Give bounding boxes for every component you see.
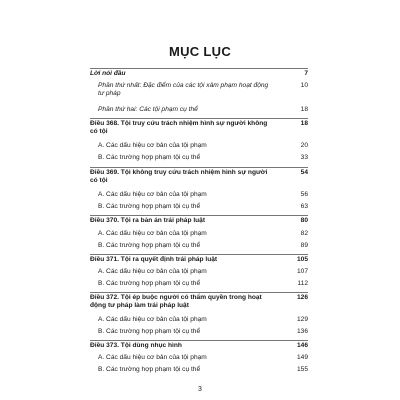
toc-entry-page: 56 [300,191,308,198]
toc-entry-page: 63 [300,203,308,210]
page-number: 3 [198,386,202,393]
toc-entry-page: 89 [300,242,308,249]
toc-entry [90,203,308,211]
toc-separator [90,340,308,341]
toc-entry [90,280,308,288]
toc-entry-page: 149 [296,354,308,361]
toc-entry [90,154,308,162]
toc-entry-page: 155 [296,366,308,373]
toc-entry [90,294,308,309]
toc-entry [90,169,308,184]
toc-entry-page: 82 [300,230,308,237]
toc-entry-label: B. Các trường hợp phạm tội cụ thể [98,328,201,335]
toc-entry-label: B. Các trường hợp phạm tội cụ thể [98,203,201,210]
toc-entry-label: Điều 373. Tội dùng nhục hình [90,342,182,349]
toc-entry-label: Điều 369. Tội không truy cứu trách nhiệm hình sự người có tội [90,169,268,184]
toc-entry-page: 18 [300,120,308,127]
toc-entry [90,366,308,374]
toc-separator [90,118,308,119]
toc-entry-page: 7 [304,70,308,77]
toc-entry-page: 136 [296,328,308,335]
toc-entry-label: Phần thứ nhất: Đặc điểm của các tội xâm phạm hoạt động tư pháp [98,82,269,97]
toc-entry-page: 33 [300,154,308,161]
toc-entry-label: Điều 371. Tội ra quyết định trái pháp luật [90,256,218,263]
toc-entry-page: 112 [297,280,308,287]
toc-entry-label: Điều 370. Tội ra bản án trái pháp luật [90,217,206,224]
toc-entry-label: B. Các trường hợp phạm tội cụ thể [98,154,201,161]
toc-entry [90,142,308,150]
toc-entry-label: A. Các dấu hiệu cơ bản của tội phạm [98,316,207,323]
toc-entry-label: A. Các dấu hiệu cơ bản của tội phạm [98,354,207,361]
toc-entry-label: A. Các dấu hiệu cơ bản của tội phạm [98,230,207,237]
toc-entry-label: B. Các trường hợp phạm tội cụ thể [98,242,201,249]
toc-entry-page: 10 [300,82,308,89]
toc-entry-page: 20 [300,142,308,149]
toc-entry [90,354,308,362]
toc-entry-page: 80 [300,217,308,224]
toc-entry [90,230,308,238]
toc-entry [90,70,308,78]
toc-entry [90,217,308,225]
toc-entry-page: 107 [296,268,308,275]
toc-entry [90,191,308,199]
page-title: MỤC LỤC [168,44,232,59]
toc-entry [90,120,308,135]
toc-entry [90,328,308,336]
toc-entry-label: B. Các trường hợp phạm tội cụ thể [98,366,201,373]
toc-entry [90,242,308,250]
toc-entry-label: A. Các dấu hiệu cơ bản của tội phạm [98,268,207,275]
toc-entry [90,268,308,276]
toc-separator [90,215,308,216]
toc-entry-label: Điều 368. Tội truy cứu trách nhiệm hình sự người không có tội [90,120,268,135]
toc-entry [90,256,308,264]
toc-entry-page: 18 [300,106,308,113]
toc-separator [90,68,308,69]
toc-entry-label: A. Các dấu hiệu cơ bản của tội phạm [98,191,207,198]
toc-separator [90,254,308,255]
toc-entry [90,82,308,97]
toc-entry-label: B. Các trường hợp phạm tội cụ thể [98,280,201,287]
toc-entry-page: 129 [296,316,308,323]
toc-entry-label: Lời nói đầu [90,70,126,77]
toc-entry [90,316,308,324]
toc-separator [90,292,308,293]
toc-entry-label: Phần thứ hai: Các tội phạm cụ thể [98,106,198,113]
toc-separator [90,167,308,168]
toc-entry-page: 146 [296,342,308,349]
toc-entry-label: Điều 372. Tội ép buộc người có thẩm quyền trong hoạt động tư pháp làm trái pháp luật [90,294,262,309]
toc-entry-page: 54 [300,169,308,176]
toc-entry [90,342,308,350]
toc-entry-page: 126 [296,294,308,301]
toc-entry-label: A. Các dấu hiệu cơ bản của tội phạm [98,142,207,149]
toc-entry [90,106,308,114]
toc-entry-page: 105 [296,256,308,263]
